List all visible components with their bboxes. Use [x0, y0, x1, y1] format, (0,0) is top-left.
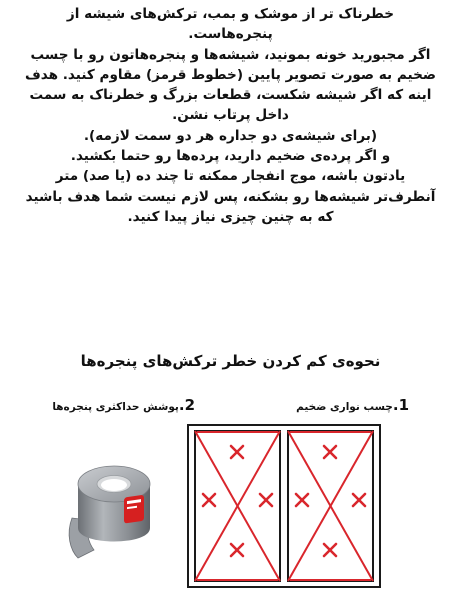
text-line: اینه که اگر شیشه شکست، قطعات بزرگ و خطرناک به سمت: [29, 87, 432, 104]
step-2-label: [52, 396, 201, 414]
step-1-text: چسب نواری ضخیم: [296, 401, 393, 413]
text-line: ضخیم به صورت تصویر پایین (خطوط قرمز) مقاوم کنید. هدف: [24, 66, 437, 83]
step-1-number: 1.: [392, 396, 409, 414]
instructions-text: [10, 4, 451, 227]
text-line: پنجره‌هاست.: [188, 26, 273, 43]
tape-roll-icon: [64, 446, 164, 566]
text-line: آنطرف‌تر شیشه‌ها رو بشکنه، پس لازم نیست شما هدف باشید: [25, 188, 436, 205]
tape-brand-mark: [124, 495, 144, 524]
text-line: (برای شیشه‌ی دو جداره هر دو سمت لازمه).: [83, 127, 378, 144]
text-line: خطرناک تر از موشک و بمب، ترکش‌های شیشه از: [66, 6, 395, 22]
step-2-text: پوشش حداکثری پنجره‌ها: [52, 401, 179, 413]
text-line: اگر مجبورید خونه بمونید، شیشه‌ها و پنجره‌هاتون رو با چسب: [30, 46, 431, 63]
text-line: داخل پرتاب نشن.: [172, 107, 289, 124]
text-line: یادتون باشه، موج انفجار ممکنه تا چند ده (یا صد) متر: [55, 168, 406, 185]
step-1-label: [296, 396, 415, 414]
text-line: و اگر پرده‌ی ضخیم دارید، پرده‌ها رو حتما بکشید.: [70, 148, 391, 165]
infographic-title: نحوه‌ی کم کردن خطر ترکش‌های پنجره‌ها: [80, 352, 381, 370]
window-pane-icon: [187, 424, 381, 588]
text-line: که به چنین چیزی نیاز پیدا کنید.: [127, 208, 334, 225]
step-2-number: 2.: [178, 396, 195, 414]
